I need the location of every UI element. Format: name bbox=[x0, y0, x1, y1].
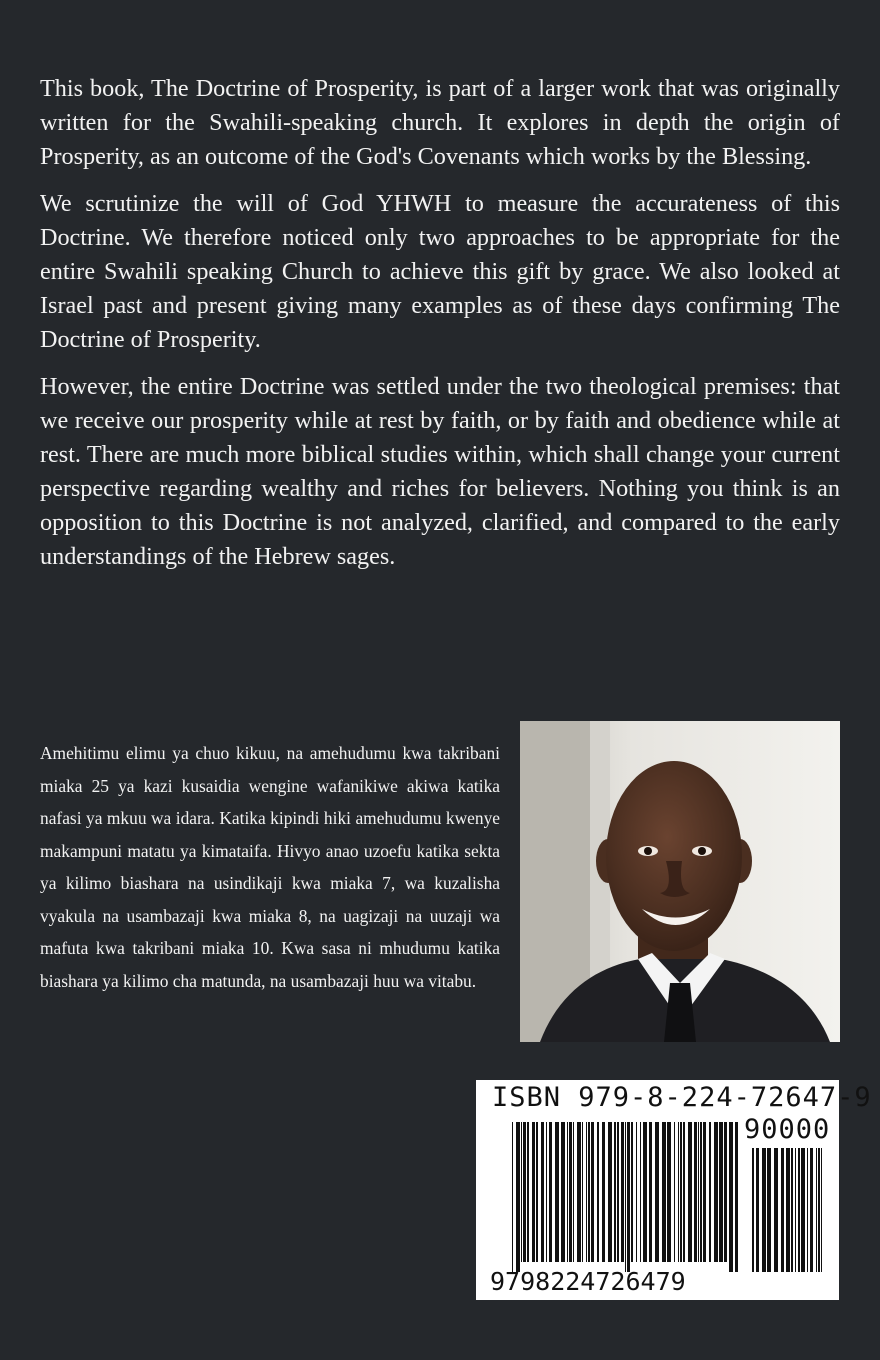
barcode-bar bbox=[541, 1122, 544, 1262]
barcode-bar bbox=[752, 1148, 754, 1272]
barcode-bar bbox=[807, 1148, 808, 1272]
barcode-bar bbox=[678, 1122, 679, 1262]
barcode-bar bbox=[674, 1122, 675, 1262]
barcode-bar bbox=[631, 1122, 633, 1262]
back-cover-blurb bbox=[40, 72, 840, 587]
isbn-label: ISBN 979-8-224-72647-9 bbox=[492, 1082, 872, 1113]
barcode-bar bbox=[567, 1122, 568, 1262]
barcode-bar bbox=[625, 1122, 626, 1272]
blurb-paragraph-1: This book, The Doctrine of Prosperity, is part of a larger work that was originally written for the Swahili-speaking church. It explores in depth the origin of Prosperity, as an outcome of the God's Covenants which works by the Blessing. bbox=[40, 75, 840, 170]
barcode-bar bbox=[561, 1122, 565, 1262]
barcode-bar bbox=[582, 1122, 583, 1262]
barcode-bar bbox=[516, 1122, 520, 1272]
barcode-bar bbox=[649, 1122, 652, 1262]
barcode-bar bbox=[791, 1148, 793, 1272]
barcode-bar bbox=[767, 1148, 771, 1272]
barcode-bar bbox=[549, 1122, 552, 1262]
barcode-bar bbox=[532, 1122, 535, 1262]
barcode-bar bbox=[655, 1122, 659, 1262]
author-photo bbox=[520, 721, 840, 1042]
barcode-bar bbox=[614, 1122, 616, 1262]
barcode-bar bbox=[602, 1122, 605, 1262]
barcode-main-bars bbox=[512, 1122, 738, 1272]
barcode-bar bbox=[756, 1148, 759, 1272]
barcode-bar bbox=[643, 1122, 647, 1262]
barcode-bar bbox=[735, 1122, 738, 1272]
barcode-bar bbox=[636, 1122, 637, 1262]
barcode-bar bbox=[521, 1122, 522, 1262]
barcode-bar bbox=[714, 1122, 718, 1262]
barcode-bar bbox=[597, 1122, 599, 1262]
barcode-bar bbox=[818, 1148, 820, 1272]
barcode-bar bbox=[801, 1148, 805, 1272]
barcode-bar bbox=[621, 1122, 624, 1262]
barcode-bar bbox=[608, 1122, 612, 1262]
barcode-bar bbox=[786, 1148, 790, 1272]
barcode-bar bbox=[816, 1148, 817, 1272]
barcode-bar bbox=[555, 1122, 559, 1262]
isbn-barcode bbox=[476, 1080, 872, 1300]
ean-digits: 9798224726479 bbox=[490, 1267, 686, 1296]
barcode-bar bbox=[577, 1122, 581, 1262]
barcode-bar bbox=[640, 1122, 641, 1262]
barcode-bar bbox=[591, 1122, 594, 1262]
barcode-bar bbox=[688, 1122, 692, 1262]
barcode-bar bbox=[810, 1148, 813, 1272]
barcode-bar bbox=[527, 1122, 529, 1262]
barcode-bar bbox=[573, 1122, 574, 1262]
author-portrait-icon bbox=[520, 721, 840, 1042]
barcode-bar bbox=[694, 1122, 697, 1262]
blurb-paragraph-2: We scrutinize the will of God YHWH to measure the accurateness of this Doctrine. We therefore noticed only two approaches to be appropriate for the entire Swahili speaking Church to achieve this gift by grace. We also looked at Israel past and present giving many examples as of these days confirming The Doctrine of Prosperity. bbox=[40, 190, 840, 353]
barcode-bar bbox=[719, 1122, 723, 1262]
barcode-bar bbox=[662, 1122, 666, 1262]
barcode-bar bbox=[627, 1122, 630, 1272]
barcode-bar bbox=[667, 1122, 671, 1262]
barcode-bar bbox=[680, 1122, 682, 1262]
barcode-bar bbox=[774, 1148, 778, 1272]
price-code: 90000 bbox=[744, 1114, 831, 1145]
barcode-bar bbox=[617, 1122, 619, 1262]
barcode-bar bbox=[781, 1148, 784, 1272]
author-bio: Amehitimu elimu ya chuo kikuu, na amehudumu kwa takribani miaka 25 ya kazi kusaidia wengine wafanikiwe akiwa katika nafasi ya mkuu wa idara. Katika kipindi hiki amehudumu kwenye makampuni matatu ya kimataifa. Hivyo anao uzoefu katika sekta ya kilimo biashara na usindikaji kwa miaka 7, wa kuzalisha vyakula na usambazaji kwa miaka 8, na uagizaji na uuzaji wa mafuta kwa takribani miaka 10. Kwa sasa ni mhudumu katika biashara ya kilimo cha matunda, na usambazaji huu wa vitabu. bbox=[40, 743, 500, 991]
barcode-bar bbox=[762, 1148, 766, 1272]
barcode-bar bbox=[709, 1122, 711, 1262]
barcode-bar bbox=[512, 1122, 513, 1272]
barcode-bar bbox=[536, 1122, 538, 1262]
barcode-bar bbox=[821, 1148, 822, 1272]
barcode-bar bbox=[523, 1122, 526, 1262]
barcode-bar bbox=[569, 1122, 572, 1262]
barcode-bar bbox=[729, 1122, 733, 1272]
barcode-bar bbox=[798, 1148, 800, 1272]
barcode-bar bbox=[683, 1122, 685, 1262]
barcode-bar bbox=[795, 1148, 796, 1272]
barcode-bar bbox=[724, 1122, 727, 1262]
barcode-bar bbox=[698, 1122, 699, 1262]
barcode-bar bbox=[546, 1122, 547, 1262]
barcode-bar bbox=[703, 1122, 706, 1262]
barcode-bar bbox=[586, 1122, 587, 1262]
barcode-bar bbox=[588, 1122, 590, 1262]
barcode-addon-bars bbox=[752, 1148, 824, 1272]
barcode-bar bbox=[700, 1122, 702, 1262]
blurb-paragraph-3: However, the entire Doctrine was settled under the two theological premises: that we receive our prosperity while at rest by faith, or by faith and obedience while at rest. There are much more biblical studies within, which shall change your current perspective regarding wealthy and riches for believers. Nothing you think is an opposition to this Doctrine is not analyzed, clarified, and compared to the early understandings of the Hebrew sages. bbox=[40, 373, 840, 570]
